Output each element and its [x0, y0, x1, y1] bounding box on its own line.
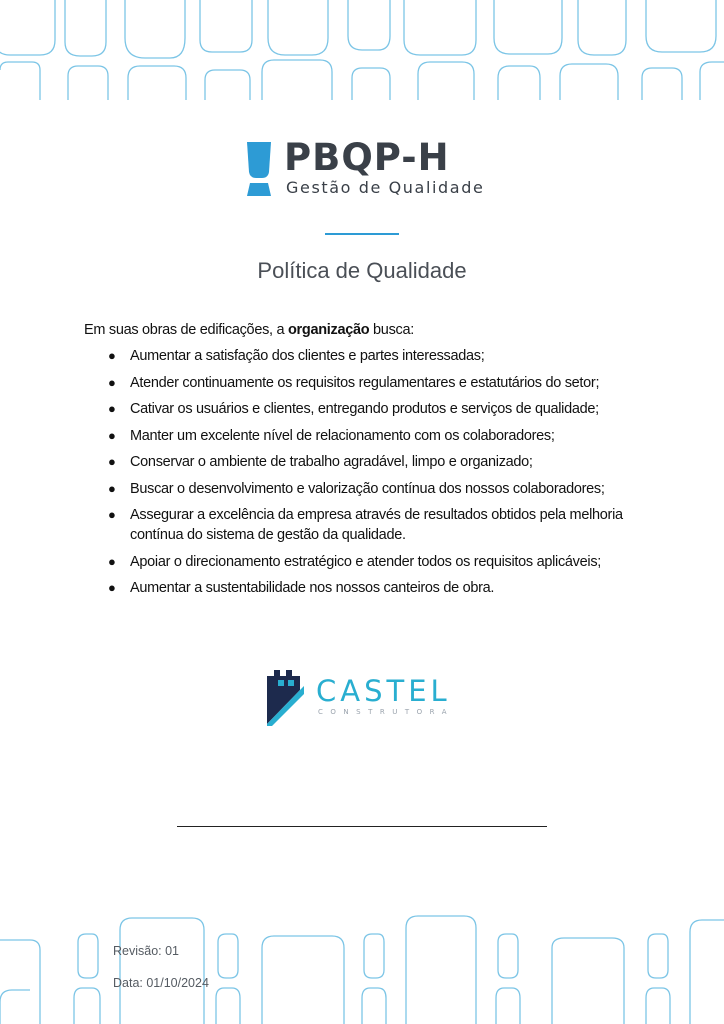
list-item: [108, 426, 668, 446]
list-item-text: Conservar o ambiente de trabalho agradável, limpo e organizado;: [130, 454, 533, 470]
list-item: [108, 373, 668, 393]
intro-prefix: Em suas obras de edificações, a: [84, 322, 288, 338]
policy-intro: [84, 322, 414, 338]
list-item-text: Apoiar o direcionamento estratégico e atender todos os requisitos aplicáveis;: [130, 553, 601, 570]
title-accent-line: [325, 233, 399, 235]
list-item: [108, 578, 668, 598]
list-item: [108, 479, 668, 499]
bullet-icon: ●: [108, 454, 116, 469]
pbqp-subtitle: Gestão de Qualidade: [286, 178, 485, 197]
bullet-icon: ●: [108, 427, 116, 443]
signature-line: [177, 826, 547, 827]
list-item-text: Buscar o desenvolvimento e valorização contínua dos nossos colaboradores;: [130, 480, 605, 497]
date-label: Data: 01/10/2024: [113, 976, 209, 990]
list-item-text: Aumentar a satisfação dos clientes e partes interessadas;: [130, 348, 485, 364]
revision-label: Revisão: 01: [113, 944, 180, 958]
castel-name: CASTEL: [316, 674, 451, 708]
bullet-icon: ●: [108, 348, 116, 363]
bullet-icon: ●: [108, 507, 116, 522]
castel-subtitle: CONSTRUTORA: [318, 708, 454, 716]
policy-list: [108, 346, 668, 605]
list-item: [108, 552, 668, 572]
pbqp-mark-icon: [246, 142, 272, 196]
castel-logo: [264, 666, 464, 730]
list-item-text: Cativar os usuários e clientes, entregando produtos e serviços de qualidade;: [130, 401, 599, 417]
intro-suffix: busca:: [369, 322, 414, 338]
top-decorative-pattern: [0, 0, 724, 100]
pbqp-title: PBQP-H: [284, 136, 450, 179]
intro-bold: organização: [288, 322, 370, 338]
bottom-decorative-pattern: [0, 912, 724, 1024]
document-title: Política de Qualidade: [257, 258, 467, 283]
list-item: [108, 399, 668, 419]
list-item-text: Manter um excelente nível de relacionamento com os colaboradores;: [130, 427, 555, 444]
list-item-text: Atender continuamente os requisitos regulamentares e estatutários do setor;: [130, 374, 600, 391]
pbqp-h-logo: [246, 138, 486, 202]
bullet-icon: ●: [108, 580, 116, 595]
list-item: [108, 505, 668, 545]
list-item: [108, 346, 668, 366]
bullet-icon: ●: [108, 374, 116, 390]
list-item: [108, 452, 668, 472]
castel-tower-icon: [264, 666, 308, 728]
bullet-icon: ●: [108, 553, 116, 569]
bullet-icon: ●: [108, 401, 116, 416]
bullet-icon: ●: [108, 480, 116, 496]
list-item-text: Aumentar a sustentabilidade nos nossos canteiros de obra.: [130, 580, 495, 596]
list-item-text: Assegurar a excelência da empresa através de resultados obtidos pela melhoria contínua do sistema de gestão da qualidade.: [130, 507, 623, 543]
